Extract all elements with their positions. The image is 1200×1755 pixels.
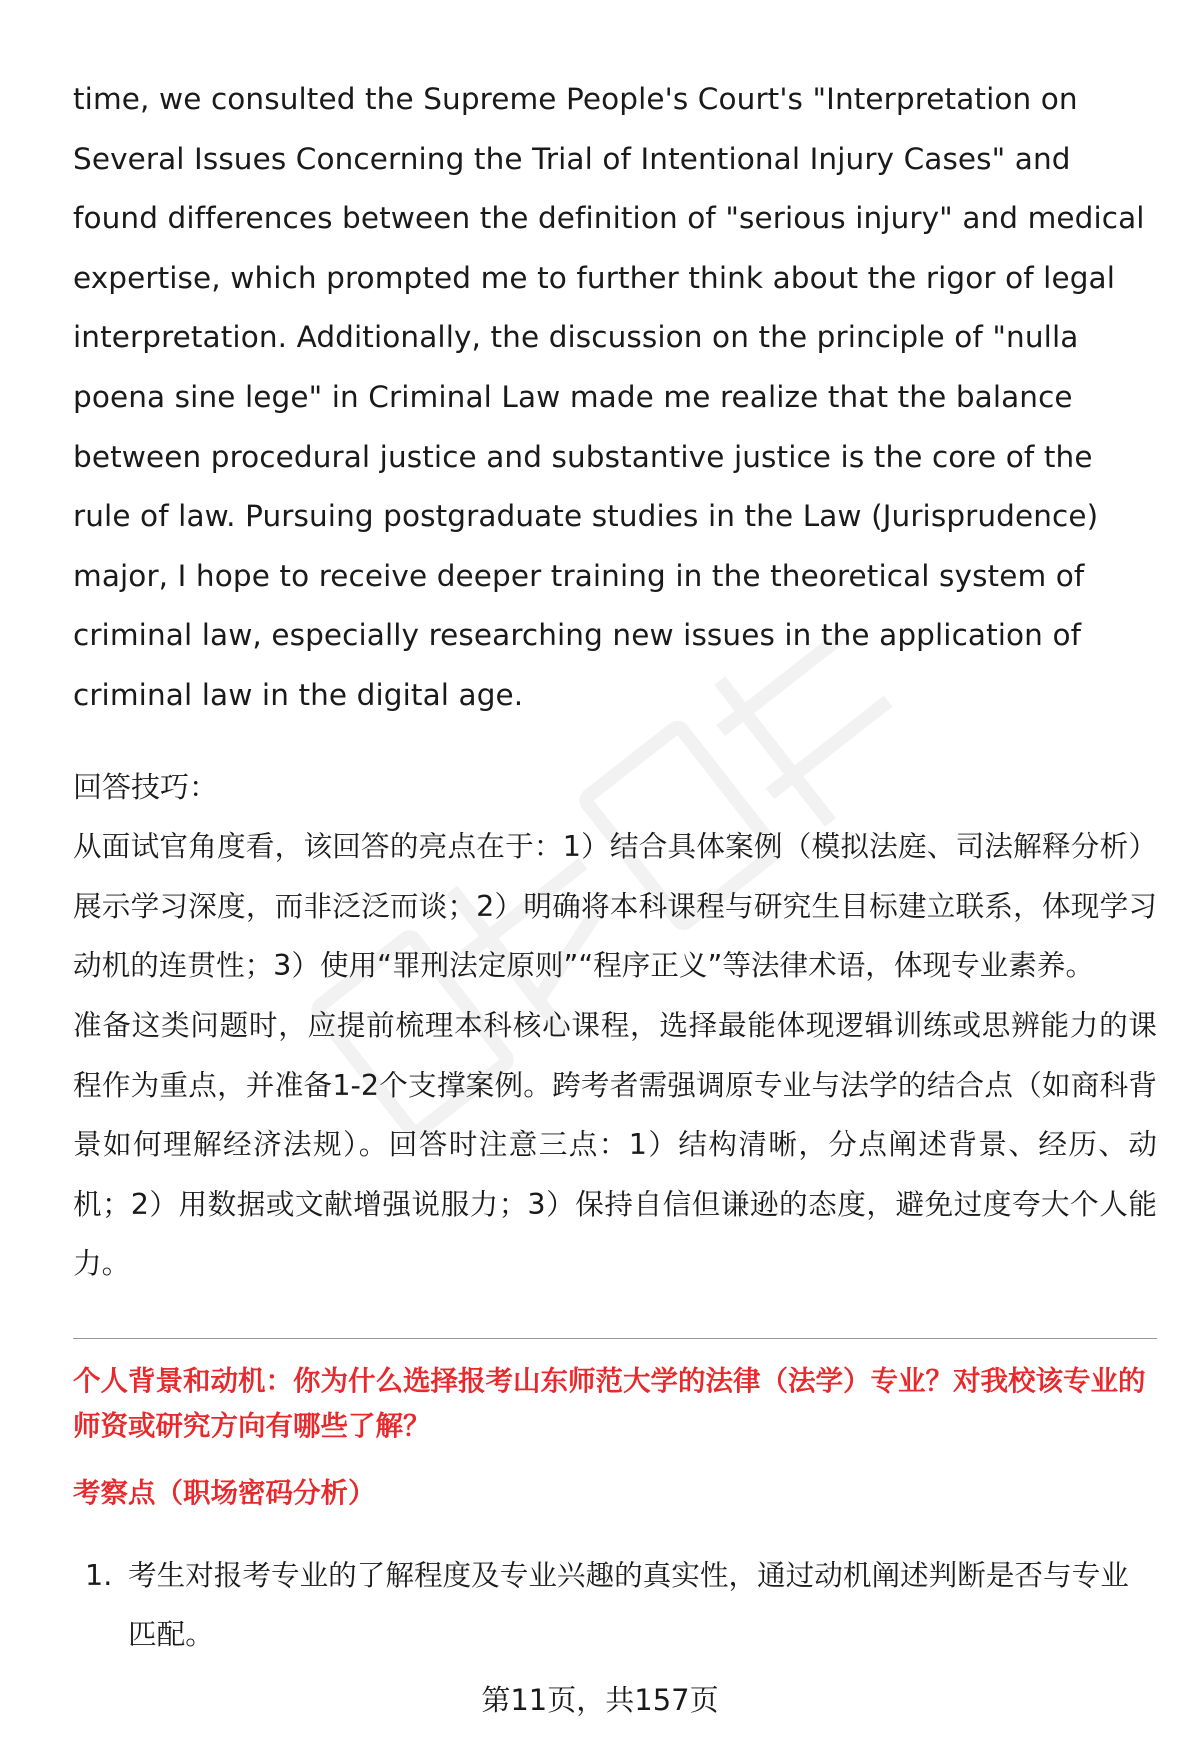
tips-label: 回答技巧：: [73, 769, 219, 804]
tips-paragraph-1: 从面试官角度看，该回答的亮点在于：1）结合具体案例（模拟法庭、司法解释分析）展示学习深度，而非泛泛而谈；2）明确将本科课程与研究生目标建立联系，体现学习动机的连贯性；3）使用“罪刑法定原则”“程序正义”等法律术语，体现专业素养。: [73, 829, 1157, 983]
tips-paragraph-2: 准备这类问题时，应提前梳理本科核心课程，选择最能体现逻辑训练或思辨能力的课程作为重点，并准备1-2个支撑案例。跨考者需强调原专业与法学的结合点（如商科背景如何理解经济法规）。回答时注意三点：1）结构清晰，分点阐述背景、经历、动机；2）用数据或文献增强说服力；3）保持自信但谦逊的态度，避免过度夸大个人能力。: [73, 1007, 1157, 1281]
list-item-text: 考生对报考专业的了解程度及专业兴趣的真实性，通过动机阐述判断是否与专业匹配。: [128, 1557, 1129, 1652]
page-footer: 第11页，共157页: [481, 1683, 719, 1717]
assessment-list: [73, 1546, 1157, 1665]
section-divider: [73, 1338, 1157, 1339]
question-heading: 个人背景和动机：你为什么选择报考山东师范大学的法律（法学）专业？对我校该专业的师资或研究方向有哪些了解？: [73, 1364, 1146, 1442]
section-title: 考察点（职场密码分析）: [73, 1476, 376, 1509]
english-paragraph: time, we consulted the Supreme People's Court's "Interpretation on Several Issues Concerning the Trial of Intentional Injury Cases" and found differences between the definition of "serious injury" and medical expertise, which prompted me to further think about the rigor of legal interpretation. Additionally, the discussion on the principle of "nulla poena sine lege" in Criminal Law made me realize that the balance between procedural justice and substantive justice is the core of the rule of law. Pursuing postgraduate studies in the Law (Jurisprudence) major, I hope to receive deeper training in the theoretical system of criminal law, especially researching new issues in the application of criminal law in the digital age.: [73, 82, 1145, 712]
list-item-number: 1.: [85, 1557, 113, 1592]
list-item: [73, 1546, 1157, 1665]
document-page: [73, 70, 1157, 1665]
